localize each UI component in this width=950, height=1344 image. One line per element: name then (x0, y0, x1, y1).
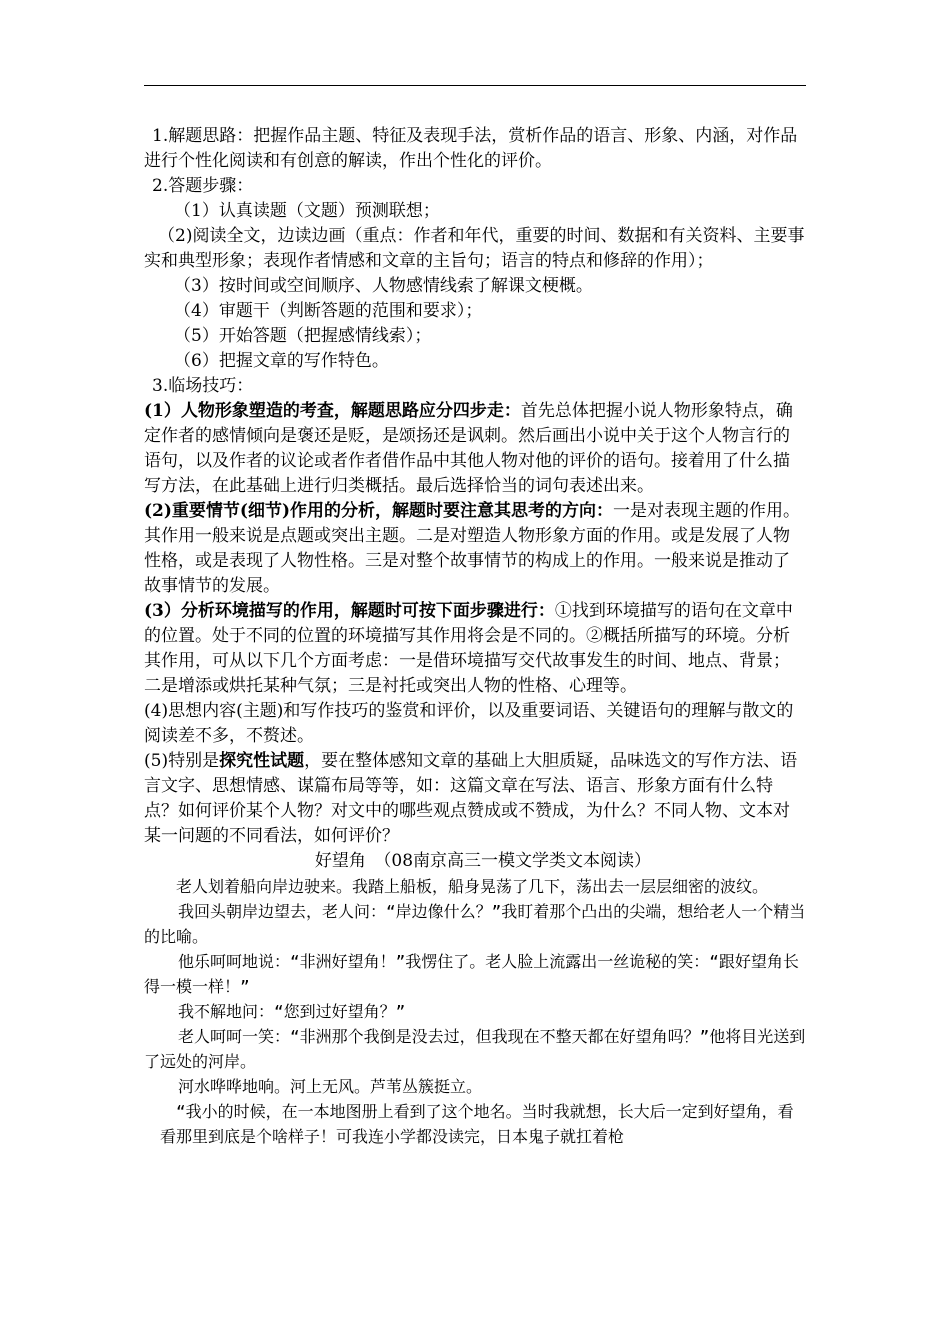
tip-2-text: 一是对表现主题的作用。其作用一般来说是点题或突出主题。二是对塑造人物形象方面的作用。或是发展了人物性格，或是表现了人物性格。三是对整个故事情节的构成上的作用。一般来说是推动了故事情节的发展。 (144, 501, 801, 596)
tip-3-lead: (3）分析环境描写的作用，解题时可按下面步骤进行： (144, 601, 555, 621)
story-paragraph-2: 我回头朝岸边望去，老人问：“岸边像什么？”我盯着那个凸出的尖端，想给老人一个精当的比喻。 (144, 902, 806, 946)
story-title: 好望角 （08南京高三一模文学类文本阅读） (314, 851, 652, 871)
section-2-heading: 2.答题步骤： (152, 176, 254, 196)
tip-5-prefix: (5)特别是 (144, 751, 220, 771)
story-paragraph-6: 河水哗哗地响。河上无风。芦苇丛簇挺立。 (178, 1077, 483, 1096)
section-3-heading: 3.临场技巧： (152, 376, 254, 396)
story-paragraph-4: 我不解地问：“您到过好望角？” (178, 1002, 406, 1021)
story-paragraph-7: “我小的时候，在一本地图册上看到了这个地名。当时我就想，长大后一定到好望角，看看那里到底是个啥样子！可我连小学都没读完，日本鬼子就扛着枪 (160, 1102, 794, 1146)
story-text (144, 874, 806, 1149)
step-6: （6）把握文章的写作特色。 (174, 351, 389, 371)
tip-5 (144, 749, 806, 849)
tip-1-lead: (1）人物形象塑造的考查，解题思路应分四步走： (144, 401, 521, 421)
tip-1 (144, 399, 806, 499)
tip-2-lead: (2)重要情节(细节)作用的分析，解题时要注意其思考的方向： (144, 501, 614, 521)
tip-3-text: ①找到环境描写的语句在文章中的位置。处于不同的位置的环境描写其作用将会是不同的。②概括所描写的环境。分析其作用，可从以下几个方面考虑：一是借环境描写交代故事发生的时间、地点、背景；二是增添或烘托某种气氛；三是衬托或突出人物的性格、心理等。 (144, 601, 793, 696)
story-paragraph-5: 老人呵呵一笑：“非洲那个我倒是没去过，但我现在不整天都在好望角吗？”他将目光送到了远处的河岸。 (144, 1027, 806, 1071)
story-paragraph-1: 老人划着船向岸边驶来。我踏上船板，船身晃荡了几下，荡出去一层层细密的波纹。 (176, 877, 769, 896)
step-3: （3）按时间或空间顺序、人物感情线索了解课文梗概。 (174, 276, 593, 296)
step-2: （2)阅读全文，边读边画（重点：作者和年代，重要的时间、数据和有关资料、主要事实和典型形象；表现作者情感和文章的主旨句；语言的特点和修辞的作用）； (144, 226, 805, 271)
tip-5-keyword: 探究性试题 (219, 751, 305, 771)
tip-2 (144, 499, 806, 599)
step-1: （1）认真读题（文题）预测联想； (174, 201, 440, 221)
tip-1-text: 首先总体把握小说人物形象特点，确定作者的感情倾向是褒还是贬，是颂扬还是讽刺。然后画出小说中关于这个人物言行的语句，以及作者的议论或者作者借作品中其他人物对他的评价的语句。接着用了什么描写方法，在此基础上进行归类概括。最后选择恰当的词句表述出来。 (144, 401, 793, 496)
step-5: （5）开始答题（把握感情线索）； (174, 326, 432, 346)
tip-5-text: ，要在整体感知文章的基础上大胆质疑，品味选文的写作方法、语言文字、思想情感、谋篇布局等等，如：这篇文章在写法、语言、形象方面有什么特点？如何评价某个人物？对文中的哪些观点赞成或不赞成，为什么？不同人物、文本对某一问题的不同看法，如何评价？ (144, 751, 798, 846)
section-1-solving-approach: 1.解题思路：把握作品主题、特征及表现手法，赏析作品的语言、形象、内涵，对作品进行个性化阅读和有创意的解读，作出个性化的评价。 (144, 126, 798, 171)
tip-3 (144, 599, 806, 699)
document-body (144, 124, 806, 1149)
tip-4: (4)思想内容(主题)和写作技巧的鉴赏和评价，以及重要词语、关键语句的理解与散文的阅读差不多，不赘述。 (144, 701, 794, 746)
header-rule (144, 85, 806, 86)
step-4: （4）审题干（判断答题的范围和要求）； (174, 301, 483, 321)
story-paragraph-3: 他乐呵呵地说：“非洲好望角！”我愣住了。老人脸上流露出一丝诡秘的笑：“跟好望角长得一模一样！” (144, 952, 799, 996)
